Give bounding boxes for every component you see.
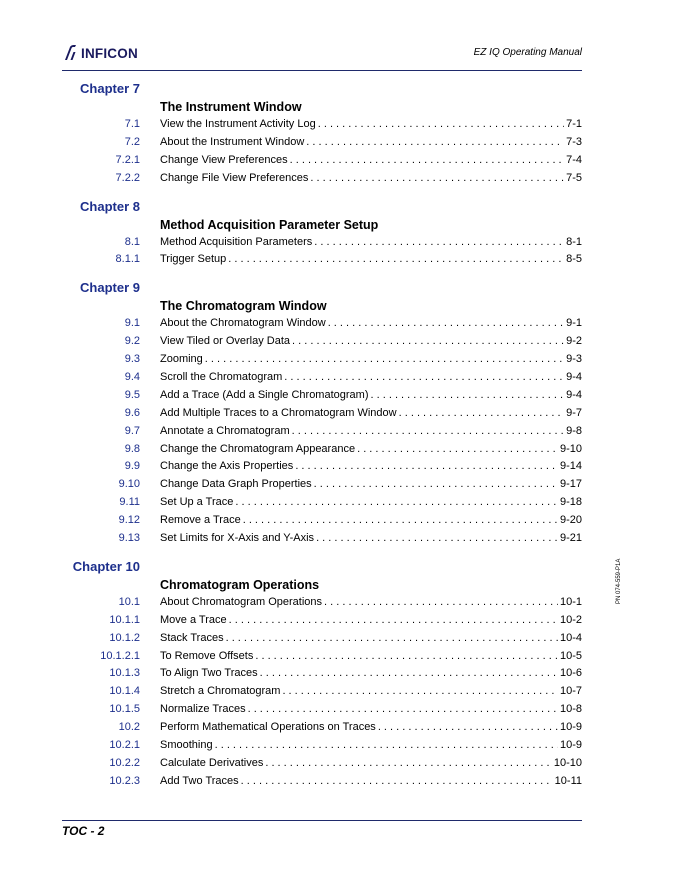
section-number[interactable]: 9.4	[124, 371, 140, 384]
section-title: View Tiled or Overlay Data	[160, 335, 291, 348]
dot-leader	[292, 333, 564, 351]
section-number[interactable]: 9.8	[124, 442, 140, 455]
page-number[interactable]: 7-3	[566, 135, 582, 148]
page-number[interactable]: 9-20	[559, 514, 582, 527]
entry-text	[160, 458, 582, 476]
page-number[interactable]: 8-5	[566, 253, 582, 266]
inficon-logo-icon	[62, 44, 78, 62]
entry-text	[160, 773, 582, 791]
toc-entry[interactable]	[62, 458, 582, 476]
chapter-spacer	[62, 548, 582, 558]
section-title: Method Acquisition Parameters	[160, 235, 313, 248]
dot-leader	[318, 116, 564, 134]
entry-text	[160, 152, 582, 170]
chapter-heading	[62, 279, 582, 297]
page-number[interactable]: 9-10	[559, 442, 582, 455]
section-title: Add Multiple Traces to a Chromatogram Window	[160, 406, 397, 419]
dot-leader	[357, 441, 558, 459]
entry-text	[160, 530, 582, 548]
page-number[interactable]: 10-2	[559, 613, 582, 626]
entry-text	[160, 630, 582, 648]
dot-leader	[243, 512, 558, 530]
dot-leader	[310, 170, 564, 188]
dot-leader	[260, 665, 558, 683]
entry-text	[160, 333, 582, 351]
section-title: Remove a Trace	[160, 514, 241, 527]
section-number[interactable]: 9.2	[124, 335, 140, 348]
section-number[interactable]: 10.1.5	[109, 703, 140, 716]
section-number[interactable]: 10.2.2	[109, 756, 140, 769]
dot-leader	[228, 251, 564, 269]
page-footer: TOC - 2	[62, 824, 105, 838]
page-number[interactable]: 10-11	[554, 774, 582, 787]
page-number[interactable]: 9-7	[566, 406, 582, 419]
chapter-heading	[62, 80, 582, 98]
entry-text	[160, 665, 582, 683]
page-number[interactable]: 9-21	[559, 532, 582, 545]
dot-leader	[215, 737, 558, 755]
page-number[interactable]: 8-1	[566, 235, 582, 248]
section-number[interactable]: 9.1	[124, 317, 140, 330]
dot-leader	[248, 701, 558, 719]
section-number[interactable]: 9.5	[124, 388, 140, 401]
dot-leader	[314, 476, 558, 494]
toc-entry[interactable]	[62, 737, 582, 755]
chapter-heading	[62, 558, 582, 576]
section-title: Normalize Traces	[160, 703, 246, 716]
toc-entry[interactable]	[62, 152, 582, 170]
toc-chapter	[62, 80, 582, 188]
page-number[interactable]: 7-4	[566, 153, 582, 166]
page-number[interactable]: 10-5	[559, 649, 582, 662]
section-title: Move a Trace	[160, 613, 227, 626]
section-number[interactable]: 10.1.4	[109, 685, 140, 698]
section-number[interactable]: 8.1	[124, 235, 140, 248]
entry-text	[160, 134, 582, 152]
toc-entry[interactable]	[62, 594, 582, 612]
toc-entry[interactable]	[62, 630, 582, 648]
section-title: Change the Chromatogram Appearance	[160, 442, 356, 455]
table-of-contents	[62, 80, 582, 791]
section-number[interactable]: 10.2	[118, 721, 140, 734]
entry-text	[160, 648, 582, 666]
section-title: About the Instrument Window	[160, 135, 305, 148]
dot-leader	[295, 458, 558, 476]
toc-chapter	[62, 198, 582, 270]
footer-rule	[62, 820, 582, 821]
section-title: Add Two Traces	[160, 774, 239, 787]
toc-entry[interactable]	[62, 719, 582, 737]
section-title: Change View Preferences	[160, 153, 288, 166]
toc-entry[interactable]	[62, 315, 582, 333]
entry-text	[160, 612, 582, 630]
page-number[interactable]: 9-8	[566, 424, 582, 437]
dot-leader	[284, 369, 564, 387]
section-number[interactable]: 7.2.2	[115, 171, 140, 184]
section-title: Zooming	[160, 353, 203, 366]
toc-entry[interactable]	[62, 251, 582, 269]
chapter-label[interactable]: Chapter 10	[72, 558, 140, 574]
section-title: Set Limits for X-Axis and Y-Axis	[160, 532, 315, 545]
page-number[interactable]: 10-4	[559, 631, 582, 644]
section-title: Change File View Preferences	[160, 171, 309, 184]
section-number[interactable]: 7.2.1	[115, 153, 140, 166]
section-number[interactable]: 7.1	[124, 118, 140, 130]
entry-text	[160, 351, 582, 369]
chapter-heading	[62, 198, 582, 216]
dot-leader	[399, 405, 564, 423]
page-number[interactable]: 9-3	[566, 353, 582, 366]
toc-chapter	[62, 558, 582, 791]
page-number[interactable]: 9-4	[566, 388, 582, 401]
toc-entry[interactable]	[62, 441, 582, 459]
dot-leader	[265, 755, 552, 773]
toc-chapter	[62, 279, 582, 548]
page-number[interactable]: 9-2	[566, 335, 582, 348]
toc-entry[interactable]	[62, 683, 582, 701]
section-number[interactable]: 9.3	[124, 353, 140, 366]
part-number-note	[612, 552, 630, 604]
entry-text	[160, 405, 582, 423]
chapter-label[interactable]: Chapter 9	[80, 280, 140, 296]
entry-text	[160, 701, 582, 719]
dot-leader	[282, 683, 558, 701]
entry-text	[160, 719, 582, 737]
toc-entry[interactable]	[62, 701, 582, 719]
entry-text	[160, 683, 582, 701]
entry-text	[160, 441, 582, 459]
section-number[interactable]: 10.1	[118, 595, 140, 608]
dot-leader	[328, 315, 564, 333]
chapter-title: Chromatogram Operations	[160, 577, 320, 592]
entry-text	[160, 755, 582, 773]
dot-leader	[292, 423, 564, 441]
section-number[interactable]: 9.12	[118, 514, 140, 527]
entry-text	[160, 234, 582, 252]
section-title: Stack Traces	[160, 631, 224, 644]
toc-entry[interactable]	[62, 134, 582, 152]
toc-entry[interactable]	[62, 648, 582, 666]
section-title: Change Data Graph Properties	[160, 478, 312, 491]
section-title: Trigger Setup	[160, 253, 227, 266]
dot-leader	[316, 530, 558, 548]
toc-entry[interactable]	[62, 234, 582, 252]
page-number[interactable]: 9-4	[566, 371, 582, 384]
entry-text	[160, 594, 582, 612]
section-number[interactable]: 9.6	[124, 406, 140, 419]
dot-leader	[241, 773, 553, 791]
section-number[interactable]: 8.1.1	[115, 253, 140, 266]
entry-text	[160, 116, 582, 134]
entry-text	[160, 512, 582, 530]
toc-entry[interactable]	[62, 423, 582, 441]
page-number[interactable]: 10-9	[559, 721, 582, 734]
entry-text	[160, 494, 582, 512]
entry-text	[160, 423, 582, 441]
dot-leader	[235, 494, 558, 512]
dot-leader	[324, 594, 558, 612]
dot-leader	[306, 134, 564, 152]
toc-entry[interactable]	[62, 665, 582, 683]
page-number[interactable]: 10-10	[553, 756, 582, 769]
toc-entry[interactable]	[62, 512, 582, 530]
manual-title: EZ IQ Operating Manual	[473, 47, 582, 58]
section-title: To Remove Offsets	[160, 649, 254, 662]
section-number[interactable]: 10.2.1	[109, 739, 140, 752]
toc-entry[interactable]	[62, 405, 582, 423]
section-title: Annotate a Chromatogram	[160, 424, 290, 437]
page-number[interactable]: 10-6	[559, 667, 582, 680]
page-number[interactable]: 7-5	[566, 171, 582, 184]
brand-name: INFICON	[81, 45, 138, 61]
entry-text	[160, 737, 582, 755]
entry-text	[160, 315, 582, 333]
chapter-title: Method Acquisition Parameter Setup	[160, 217, 379, 232]
section-title: View the Instrument Activity Log	[160, 118, 316, 130]
section-number[interactable]: 10.1.2	[109, 631, 140, 644]
entry-text	[160, 476, 582, 494]
section-title: Stretch a Chromatogram	[160, 685, 281, 698]
inficon-logo	[62, 44, 138, 62]
page-number[interactable]: 10-7	[559, 685, 582, 698]
page-number[interactable]: 9-18	[559, 496, 582, 509]
toc-entry[interactable]	[62, 773, 582, 791]
dot-leader	[226, 630, 558, 648]
section-title: About Chromatogram Operations	[160, 595, 323, 608]
section-title: Smoothing	[160, 739, 213, 752]
toc-entry[interactable]	[62, 494, 582, 512]
toc-entry[interactable]	[62, 387, 582, 405]
page-number[interactable]: 7-1	[566, 118, 582, 130]
page-number[interactable]: 10-9	[559, 739, 582, 752]
section-title: To Align Two Traces	[160, 667, 258, 680]
section-title: Change the Axis Properties	[160, 460, 294, 473]
dot-leader	[290, 152, 564, 170]
section-title: Calculate Derivatives	[160, 756, 264, 769]
section-title: Scroll the Chromatogram	[160, 371, 283, 384]
page-number[interactable]: 9-14	[559, 460, 582, 473]
chapter-title: The Chromatogram Window	[160, 299, 327, 314]
section-number[interactable]: 7.2	[124, 135, 140, 148]
section-number[interactable]: 9.11	[119, 496, 140, 509]
section-number[interactable]: 10.1.2.1	[100, 649, 140, 662]
section-number[interactable]: 9.9	[124, 460, 140, 473]
entry-text	[160, 387, 582, 405]
toc-entry[interactable]	[62, 755, 582, 773]
toc-entry[interactable]	[62, 116, 582, 134]
dot-leader	[229, 612, 558, 630]
page-number[interactable]: 10-1	[559, 595, 582, 608]
section-title: About the Chromatogram Window	[160, 317, 326, 330]
toc-entry[interactable]	[62, 476, 582, 494]
section-number[interactable]: 10.1.3	[109, 667, 140, 680]
entry-text	[160, 369, 582, 387]
chapter-spacer	[62, 269, 582, 279]
section-title: Set Up a Trace	[160, 496, 234, 509]
chapter-label[interactable]: Chapter 7	[80, 81, 140, 96]
toc-entry[interactable]	[62, 369, 582, 387]
page-number[interactable]: 9-1	[566, 317, 582, 330]
section-number[interactable]: 9.7	[124, 424, 140, 437]
dot-leader	[371, 387, 565, 405]
entry-text	[160, 170, 582, 188]
toc-entry[interactable]	[62, 170, 582, 188]
section-number[interactable]: 10.1.1	[109, 613, 140, 626]
page-number[interactable]: 10-8	[559, 703, 582, 716]
section-number[interactable]: 9.13	[118, 532, 140, 545]
toc-entry[interactable]	[62, 612, 582, 630]
dot-leader	[255, 648, 558, 666]
dot-leader	[314, 234, 564, 252]
section-title: Perform Mathematical Operations on Traces	[160, 721, 376, 734]
dot-leader	[378, 719, 558, 737]
chapter-label[interactable]: Chapter 8	[80, 198, 140, 214]
entry-text	[160, 251, 582, 269]
dot-leader	[205, 351, 564, 369]
chapter-spacer	[62, 188, 582, 198]
part-number-text: PN 074-559-P1A	[616, 558, 622, 604]
section-number[interactable]: 10.2.3	[109, 774, 140, 787]
chapter-title: The Instrument Window	[160, 100, 302, 114]
section-title: Add a Trace (Add a Single Chromatogram)	[160, 388, 369, 401]
toc-entry[interactable]	[62, 351, 582, 369]
page-number[interactable]: 9-17	[559, 478, 582, 491]
toc-entry[interactable]	[62, 530, 582, 548]
header-rule	[62, 70, 582, 71]
toc-entry[interactable]	[62, 333, 582, 351]
section-number[interactable]: 9.10	[118, 478, 140, 491]
